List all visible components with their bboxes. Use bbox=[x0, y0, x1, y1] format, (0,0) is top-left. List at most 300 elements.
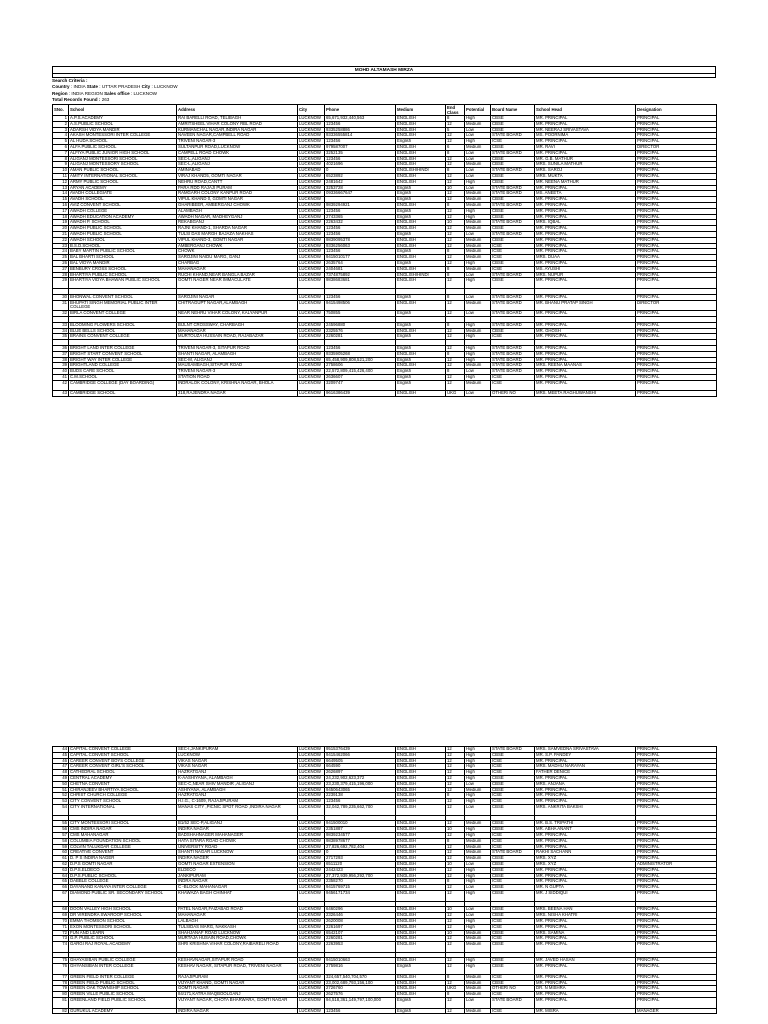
table-cell: 8 bbox=[446, 168, 465, 174]
table-cell: 123456 bbox=[325, 208, 396, 214]
table-cell: MR. PRINCIPAL bbox=[535, 936, 636, 942]
table-cell: BRIGHT START CONVENT SCHOOL bbox=[69, 351, 177, 357]
table-cell: VIJYANT NAGAR, CHOTA BHARWARA, GOMTI NAGAR bbox=[177, 998, 298, 1009]
table-cell: LUCKNOW bbox=[298, 145, 325, 151]
table-cell: LUCKNOW bbox=[298, 980, 325, 986]
table-cell: High bbox=[465, 260, 491, 266]
table-cell: ENGLISH bbox=[396, 873, 446, 879]
table-cell: ICSE bbox=[491, 266, 535, 272]
table-cell: ENGLISH bbox=[396, 821, 446, 827]
table-cell: LUCKNOW bbox=[298, 832, 325, 838]
table-cell: MURTOUZA HUSSAIN ROAD, RAJABAZAR bbox=[177, 334, 298, 340]
table-cell: VIKAS NAGAR bbox=[177, 758, 298, 764]
table-cell: ICSE bbox=[491, 764, 535, 770]
table-cell: High bbox=[465, 832, 491, 838]
table-cell: 77 bbox=[53, 974, 69, 980]
table-cell: 2635764 bbox=[325, 260, 396, 266]
table-cell: 12 bbox=[446, 374, 465, 380]
table-cell: CBSE bbox=[491, 980, 535, 986]
table-cell: CBSE bbox=[491, 958, 535, 964]
table-cell: C -BLOCK MAHANAGAR bbox=[177, 885, 298, 891]
table-cell: INDIRA NAGER bbox=[177, 856, 298, 862]
column-header: School Head bbox=[535, 104, 636, 115]
table-cell: MR. JAVED HASAN bbox=[535, 958, 636, 964]
table-cell: Low bbox=[465, 133, 491, 139]
table-cell: 2404681 bbox=[325, 266, 396, 272]
table-cell: 9415010663 bbox=[325, 958, 396, 964]
table-cell: LUCKNOW bbox=[298, 202, 325, 208]
table-cell: DR. N MISHRA bbox=[535, 986, 636, 992]
table-cell: High bbox=[465, 879, 491, 885]
table-cell: LUCKNOW bbox=[298, 930, 325, 936]
table-cell: PRINCIPAL bbox=[636, 974, 717, 980]
table-cell: ENGLISH bbox=[396, 255, 446, 261]
table-cell: 17 bbox=[53, 208, 69, 214]
table-cell: ENGLISH bbox=[396, 202, 446, 208]
table-cell: High bbox=[465, 758, 491, 764]
table-cell: PRINCIPAL bbox=[636, 127, 717, 133]
table-cell: English bbox=[396, 191, 446, 197]
table-cell: LUCKNOW bbox=[298, 856, 325, 862]
table-cell: PRINCIPAL bbox=[636, 838, 717, 844]
table-cell: CBSE bbox=[491, 856, 535, 862]
table-cell: 12 bbox=[446, 958, 465, 964]
table-cell: 8 bbox=[446, 992, 465, 998]
table-cell: 12 bbox=[446, 156, 465, 162]
table-cell: LUCKNOW bbox=[298, 255, 325, 261]
table-cell: 9456171734 bbox=[325, 890, 396, 901]
table-cell: CHIRANJEEV BHARTIYA SCHOOL bbox=[69, 787, 177, 793]
table-cell: PRINCIPAL bbox=[636, 758, 717, 764]
table-cell: A.S.PUBLIC SCHOOL bbox=[69, 121, 177, 127]
table-cell: AVADH COLLEGIATE bbox=[69, 191, 177, 197]
table-cell: DOON VALLEY HIGH SCHOOL bbox=[69, 907, 177, 913]
table-cell: LUCKNOW bbox=[298, 139, 325, 145]
table-cell: ENGLISH bbox=[396, 121, 446, 127]
table-cell: 12 bbox=[446, 770, 465, 776]
table-cell: MRS. SAROJ bbox=[535, 168, 636, 174]
table-cell: MRS. IQBAL bbox=[535, 220, 636, 226]
table-cell: ENGLISH bbox=[396, 237, 446, 243]
table-cell: CENTRAL ACADEMY bbox=[69, 775, 177, 781]
table-cell: INDIRA NAGAR bbox=[177, 827, 298, 833]
table-cell: 12 bbox=[446, 998, 465, 1009]
table-cell: CBSE bbox=[491, 197, 535, 203]
table-cell: MRS. XYZ bbox=[535, 856, 636, 862]
table-cell: ENGLISH bbox=[396, 133, 446, 139]
table-cell: GREEN VILLE PUBLIC SCHOOL bbox=[69, 992, 177, 998]
table-cell: GREEN FIELD PUBLIC SCHOOL bbox=[69, 980, 177, 986]
table-cell: 2481642 bbox=[325, 179, 396, 185]
table-cell: BHARTIYA PUBLIC SCHOOL bbox=[69, 272, 177, 278]
table-cell: ICSE bbox=[491, 249, 535, 255]
table-cell: CBSE bbox=[491, 174, 535, 180]
table-cell: 2758606 bbox=[325, 363, 396, 369]
table-cell: ENGLISH bbox=[396, 838, 446, 844]
table-cell: C.M.SCHOOL bbox=[69, 374, 177, 380]
table-cell: CBSE bbox=[491, 121, 535, 127]
table-cell: MR. J SIDDIQUI bbox=[535, 890, 636, 901]
table-cell: BRIGHTLAND COLLEGE bbox=[69, 363, 177, 369]
table-cell: ENGLISH bbox=[396, 850, 446, 856]
table-cell: MR. PRINCIPAL bbox=[535, 787, 636, 793]
table-cell: PRINCIPAL bbox=[636, 278, 717, 289]
table-cell: Medium bbox=[465, 986, 491, 992]
table-cell: BIRLA CONVENT COLLEGE bbox=[69, 311, 177, 317]
table-cell: 123456 bbox=[325, 294, 396, 300]
table-cell: ICSE bbox=[491, 758, 535, 764]
table-cell: BIJLNT CROSSWAY, CHARBAGH bbox=[177, 322, 298, 328]
table-cell: STATE BOARD bbox=[491, 231, 535, 237]
table-cell: MANAGER bbox=[636, 1008, 717, 1014]
table-cell: 9450643065 bbox=[325, 787, 396, 793]
table-cell: ELDECO bbox=[177, 867, 298, 873]
table-cell: LUCKNOW bbox=[298, 243, 325, 249]
table-cell: Low bbox=[465, 150, 491, 156]
table-cell: LUCKNOW bbox=[298, 942, 325, 953]
table-cell: PRINCIPAL bbox=[636, 272, 717, 278]
table-cell: JANKIPURAM bbox=[177, 873, 298, 879]
table-cell: LUCKNOW bbox=[298, 185, 325, 191]
column-header: Potential bbox=[465, 104, 491, 115]
table-cell: PRINCIPAL bbox=[636, 363, 717, 369]
table-cell: 3209747 bbox=[325, 380, 396, 391]
table-cell: Medium bbox=[465, 300, 491, 311]
table-cell: DABBLE COLLEGE bbox=[69, 879, 177, 885]
table-cell: High bbox=[465, 334, 491, 340]
table-cell: DAYANAND KANAYA INTER COLLEGE bbox=[69, 885, 177, 891]
table-cell: 9336256063 bbox=[325, 243, 396, 249]
table-cell: AMRITSHEEL VIHAR COLONY RBL ROAD bbox=[177, 121, 298, 127]
table-cell: LUCKNOW bbox=[177, 752, 298, 758]
table-cell: PRINCIPAL bbox=[636, 867, 717, 873]
table-cell: 979587007 bbox=[325, 145, 396, 151]
table-cell: MR. PRINCIPAL bbox=[535, 873, 636, 879]
table-cell: 28 bbox=[53, 272, 69, 278]
table-cell: CMS INDIRA NAGAR bbox=[69, 827, 177, 833]
table-cell: 2358270 bbox=[325, 879, 396, 885]
table-cell: ICSE bbox=[491, 255, 535, 261]
table-cell: MR. PRINCIPAL bbox=[535, 121, 636, 127]
table-cell: MR. S.P. PANDEY bbox=[535, 752, 636, 758]
table-cell: English bbox=[396, 249, 446, 255]
table-cell: COLUMBIA FOUNDATION SCHOOL bbox=[69, 838, 177, 844]
table-cell: 2636607 bbox=[325, 374, 396, 380]
table-cell: 18 bbox=[53, 214, 69, 220]
table-cell: LUCKNOW bbox=[298, 294, 325, 300]
table-cell: 8 bbox=[446, 369, 465, 375]
table-cell: High bbox=[465, 752, 491, 758]
table-cell: 6649505 bbox=[325, 758, 396, 764]
column-header: Board Name bbox=[491, 104, 535, 115]
table-cell: LUCKNOW bbox=[298, 799, 325, 805]
table-cell: Low bbox=[465, 231, 491, 237]
table-cell: Medium bbox=[465, 380, 491, 391]
table-cell: 12 bbox=[446, 1008, 465, 1014]
table-cell: Medium bbox=[465, 237, 491, 243]
table-cell: AL HUDA SCHOOL bbox=[69, 139, 177, 145]
table-cell: PRINCIPAL bbox=[636, 116, 717, 122]
table-cell: EMMA THOMSON SCHOOL bbox=[69, 918, 177, 924]
table-cell: 6 bbox=[446, 145, 465, 151]
table-cell: 12 bbox=[446, 328, 465, 334]
table-cell: PRINCIPAL bbox=[636, 185, 717, 191]
table-cell: SEC-I,JANKIPURAM bbox=[177, 747, 298, 753]
table-cell: SEC-C,NEAR SHIV MANDIR ,ALIGANJ bbox=[177, 781, 298, 787]
table-cell: High bbox=[465, 873, 491, 879]
table-cell: 76 bbox=[53, 964, 69, 975]
table-cell: Medium bbox=[465, 202, 491, 208]
table-cell: LUCKNOW bbox=[298, 787, 325, 793]
table-cell: INDRALOK COLONY, KRISHNA NAGAR, BHOLA bbox=[177, 380, 298, 391]
table-cell: LUCKNOW bbox=[298, 890, 325, 901]
table-cell: 69 bbox=[53, 913, 69, 919]
table-cell: DIRECTOR bbox=[636, 145, 717, 151]
city-label: City bbox=[141, 84, 151, 90]
table-cell: ENGLISH bbox=[396, 764, 446, 770]
table-cell: MR. PRINCIPAL bbox=[535, 243, 636, 249]
table-cell: 5 bbox=[446, 127, 465, 133]
table-cell: 9 bbox=[53, 162, 69, 168]
table-cell: 2326446 bbox=[325, 913, 396, 919]
column-header: Designation bbox=[636, 104, 717, 115]
table-cell: CHRIST CHURCH COLLEGE bbox=[69, 793, 177, 799]
table-cell: MR. PRINCIPAL bbox=[535, 150, 636, 156]
table-cell: High bbox=[465, 179, 491, 185]
table-cell: PRINCIPAL bbox=[636, 856, 717, 862]
table-cell: PRINCIPAL bbox=[636, 885, 717, 891]
table-cell: 14 bbox=[53, 191, 69, 197]
table-cell: LUCKNOW bbox=[298, 300, 325, 311]
table-cell: English bbox=[396, 185, 446, 191]
table-cell: 12 bbox=[446, 243, 465, 249]
table-cell: MRS. SAMINA bbox=[535, 930, 636, 936]
table-cell: English bbox=[396, 208, 446, 214]
table-cell: 45 bbox=[53, 752, 69, 758]
table-cell: PRINCIPAL bbox=[636, 781, 717, 787]
table-cell: MAHANAGAR bbox=[177, 328, 298, 334]
table-cell: 23 bbox=[53, 243, 69, 249]
table-cell: STATE BOARD bbox=[491, 322, 535, 328]
table-cell: ENGLISH bbox=[396, 918, 446, 924]
table-cell: LUCKNOW bbox=[298, 958, 325, 964]
table-cell: ICSE bbox=[491, 799, 535, 805]
table-cell: MS. POORNIMA bbox=[535, 133, 636, 139]
table-cell: STATE BOARD bbox=[491, 747, 535, 753]
table-cell: 34 bbox=[53, 328, 69, 334]
table-cell: PRINCIPAL bbox=[636, 936, 717, 942]
table-cell: PRINCIPAL bbox=[636, 357, 717, 363]
table-cell: MR. PRINCIPAL bbox=[535, 214, 636, 220]
table-cell: LUCKNOW bbox=[298, 363, 325, 369]
table-cell: High bbox=[465, 964, 491, 975]
table-cell: VIRAJ KHAND5, GOMTI NAGAR bbox=[177, 174, 298, 180]
table-cell: MRS. DUAA bbox=[535, 255, 636, 261]
table-cell: LUCKNOW bbox=[298, 747, 325, 753]
table-cell: AMAN PUBLIC SCHOOL bbox=[69, 168, 177, 174]
table-cell: LUCKNOW bbox=[298, 357, 325, 363]
table-row bbox=[53, 391, 717, 397]
column-header: SNo. bbox=[53, 104, 69, 115]
table-cell: ENGLISH bbox=[396, 351, 446, 357]
table-cell: 12 bbox=[446, 804, 465, 815]
table-cell: ENGLISH bbox=[396, 885, 446, 891]
total-records-label: Total Records Found : bbox=[52, 97, 101, 103]
table-cell: 750855 bbox=[325, 311, 396, 317]
table-cell: ENGLISH bbox=[396, 942, 446, 953]
table-cell: 12 bbox=[446, 255, 465, 261]
table-cell: LUCKNOW bbox=[298, 249, 325, 255]
table-cell: PRINCIPAL bbox=[636, 992, 717, 998]
table-cell: 38 bbox=[53, 357, 69, 363]
table-cell: High bbox=[465, 764, 491, 770]
table-cell: PRINCIPAL bbox=[636, 770, 717, 776]
table-row bbox=[53, 1008, 717, 1014]
table-cell: 218,RAJENDRA NAGAR bbox=[177, 391, 298, 397]
table-cell: PRINCIPAL bbox=[636, 231, 717, 237]
table-cell: NAVEEN NAGAR,CAMPBELL ROAD bbox=[177, 133, 298, 139]
table-cell: High bbox=[465, 747, 491, 753]
table-cell: MRS. MUKTA bbox=[535, 174, 636, 180]
table-cell: ICSE bbox=[491, 793, 535, 799]
table-cell: CAMPELL ROAD CHOWK bbox=[177, 150, 298, 156]
table-cell: SHAHJANAF ROAD LUCKNOW bbox=[177, 930, 298, 936]
table-cell: ENGLISH bbox=[396, 890, 446, 901]
table-row bbox=[53, 278, 717, 289]
table-cell: MR. PRINCIPAL bbox=[535, 980, 636, 986]
table-cell: ENGLISH bbox=[396, 907, 446, 913]
table-cell: PRINCIPAL bbox=[636, 168, 717, 174]
table-cell: 5 bbox=[53, 139, 69, 145]
table-cell: 33 bbox=[53, 322, 69, 328]
table-cell: High bbox=[465, 278, 491, 289]
table-cell: PRINCIPAL bbox=[636, 764, 717, 770]
table-cell: 2263432 bbox=[325, 220, 396, 226]
table-cell: CITY MONTESSORI SCHOOL bbox=[69, 821, 177, 827]
table-cell: MR. PRINCIPAL bbox=[535, 799, 636, 805]
table-cell: 12 bbox=[446, 799, 465, 805]
table-cell: 24 bbox=[53, 249, 69, 255]
table-cell: B1/52 SEC-P,ALIGANJ bbox=[177, 821, 298, 827]
table-cell: MR. PRINCIPAL bbox=[535, 793, 636, 799]
table-cell: 8 bbox=[446, 322, 465, 328]
table-cell: DIRECTOR bbox=[636, 300, 717, 311]
table-cell: SHANTI NAGAR, ALAMBAGH bbox=[177, 351, 298, 357]
table-cell: LUCKNOW bbox=[298, 879, 325, 885]
table-cell: MR. PRINCIPAL bbox=[535, 334, 636, 340]
table-cell: 9839234577 bbox=[325, 832, 396, 838]
table-cell: HATA SITARA ROAD CHOWK bbox=[177, 838, 298, 844]
table-cell: MR. PRINCIPAL bbox=[535, 374, 636, 380]
table-cell: BENBURY CROSS SCHOOL bbox=[69, 266, 177, 272]
table-cell: LUCKNOW bbox=[298, 116, 325, 122]
table-cell: Medium bbox=[465, 266, 491, 272]
table-cell: CITY INTERNATIONAL bbox=[69, 804, 177, 815]
table-cell: High bbox=[465, 827, 491, 833]
table-cell: 73 bbox=[53, 936, 69, 942]
table-cell: PRINCIPAL bbox=[636, 328, 717, 334]
table-cell: PRINCIPAL bbox=[636, 964, 717, 975]
table-cell: MR. BHANU PRATAP SINGH bbox=[535, 300, 636, 311]
table-cell: LUCKNOW bbox=[298, 992, 325, 998]
table-cell: MR. PRINCIPAL bbox=[535, 758, 636, 764]
table-cell: MRS. SUNILA MATHUR bbox=[535, 162, 636, 168]
table-row bbox=[53, 300, 717, 311]
table-cell: 12 bbox=[446, 260, 465, 266]
table-cell: PRINCIPAL bbox=[636, 322, 717, 328]
table-cell: 9839294921 bbox=[325, 202, 396, 208]
table-cell: 20 bbox=[53, 226, 69, 232]
table-cell: 67 bbox=[53, 890, 69, 901]
table-cell: 123456 bbox=[325, 249, 396, 255]
table-cell: 12 bbox=[446, 162, 465, 168]
table-cell: ARYAN ACADEMY bbox=[69, 185, 177, 191]
table-cell: 2325576 bbox=[325, 328, 396, 334]
table-cell: ADARSH VIDYA MANDIR bbox=[69, 127, 177, 133]
table-cell: OTHER/ NO bbox=[491, 986, 535, 992]
table-cell: PRINCIPAL bbox=[636, 380, 717, 391]
table-cell: 9515376439 bbox=[325, 747, 396, 753]
table-cell: MRS. BEENA HAN bbox=[535, 907, 636, 913]
table-cell: ICSE bbox=[491, 770, 535, 776]
table-cell: PRINCIPAL bbox=[636, 374, 717, 380]
table-cell: MR. PRINCIPAL bbox=[535, 992, 636, 998]
table-cell: Medium bbox=[465, 787, 491, 793]
table-cell: AVIZ CONVENT SCHOOL bbox=[69, 202, 177, 208]
table-cell: CAPITAL CONVENT SCHOOL bbox=[69, 752, 177, 758]
table-cell: PRINCIPAL bbox=[636, 930, 717, 936]
table-cell: BHONWAL CONVENT SCHOOL bbox=[69, 294, 177, 300]
table-cell: STATE BOARD bbox=[491, 133, 535, 139]
table-cell: PRINCIPAL bbox=[636, 752, 717, 758]
table-cell: STATE BOARD bbox=[491, 311, 535, 317]
table-cell: ENGLISH bbox=[396, 924, 446, 930]
column-header: End Class bbox=[446, 104, 465, 115]
table-cell: 24596880 bbox=[325, 322, 396, 328]
table-cell: CAMBRIDGE SCHOOL bbox=[69, 391, 177, 397]
table-cell: 9415498506 bbox=[325, 300, 396, 311]
table-cell: SEC-L,ALIGANJ bbox=[177, 162, 298, 168]
table-cell: AWADH COLLEGE bbox=[69, 208, 177, 214]
column-header: Phone bbox=[325, 104, 396, 115]
table-cell: 27,826,692,782,404 bbox=[325, 844, 396, 850]
table-cell: NEHRU ROAD,CANTT bbox=[177, 179, 298, 185]
table-cell: 72 bbox=[53, 930, 69, 936]
table-cell: 12 bbox=[446, 226, 465, 232]
table-cell: ICSE bbox=[491, 936, 535, 942]
table-cell: GARGI RAJ ROYAL ACADEMY bbox=[69, 942, 177, 953]
table-cell: LUCKNOW bbox=[298, 150, 325, 156]
table-cell: MR. PRINCIPAL bbox=[535, 924, 636, 930]
table-cell: 94,518,361,149,797,100,000 bbox=[325, 998, 396, 1009]
table-cell: High bbox=[465, 345, 491, 351]
sales-office-label: Sales office bbox=[104, 90, 130, 96]
table-cell: 12 bbox=[446, 964, 465, 975]
table-cell: ENGLISH bbox=[396, 156, 446, 162]
table-cell: REKABGANJ bbox=[177, 220, 298, 226]
table-cell: MRS. MADHU NARAYAN bbox=[535, 764, 636, 770]
table-cell: 12 bbox=[53, 179, 69, 185]
table-cell: LUCKNOW bbox=[298, 237, 325, 243]
table-cell: 6 bbox=[53, 145, 69, 151]
table-cell: 8 bbox=[446, 351, 465, 357]
table-cell: CBSE bbox=[491, 208, 535, 214]
table-cell: Medium bbox=[465, 255, 491, 261]
table-cell: 6460296 bbox=[325, 907, 396, 913]
table-cell: UKG bbox=[446, 391, 465, 397]
table-cell: 8 bbox=[446, 879, 465, 885]
column-header: City bbox=[298, 104, 325, 115]
